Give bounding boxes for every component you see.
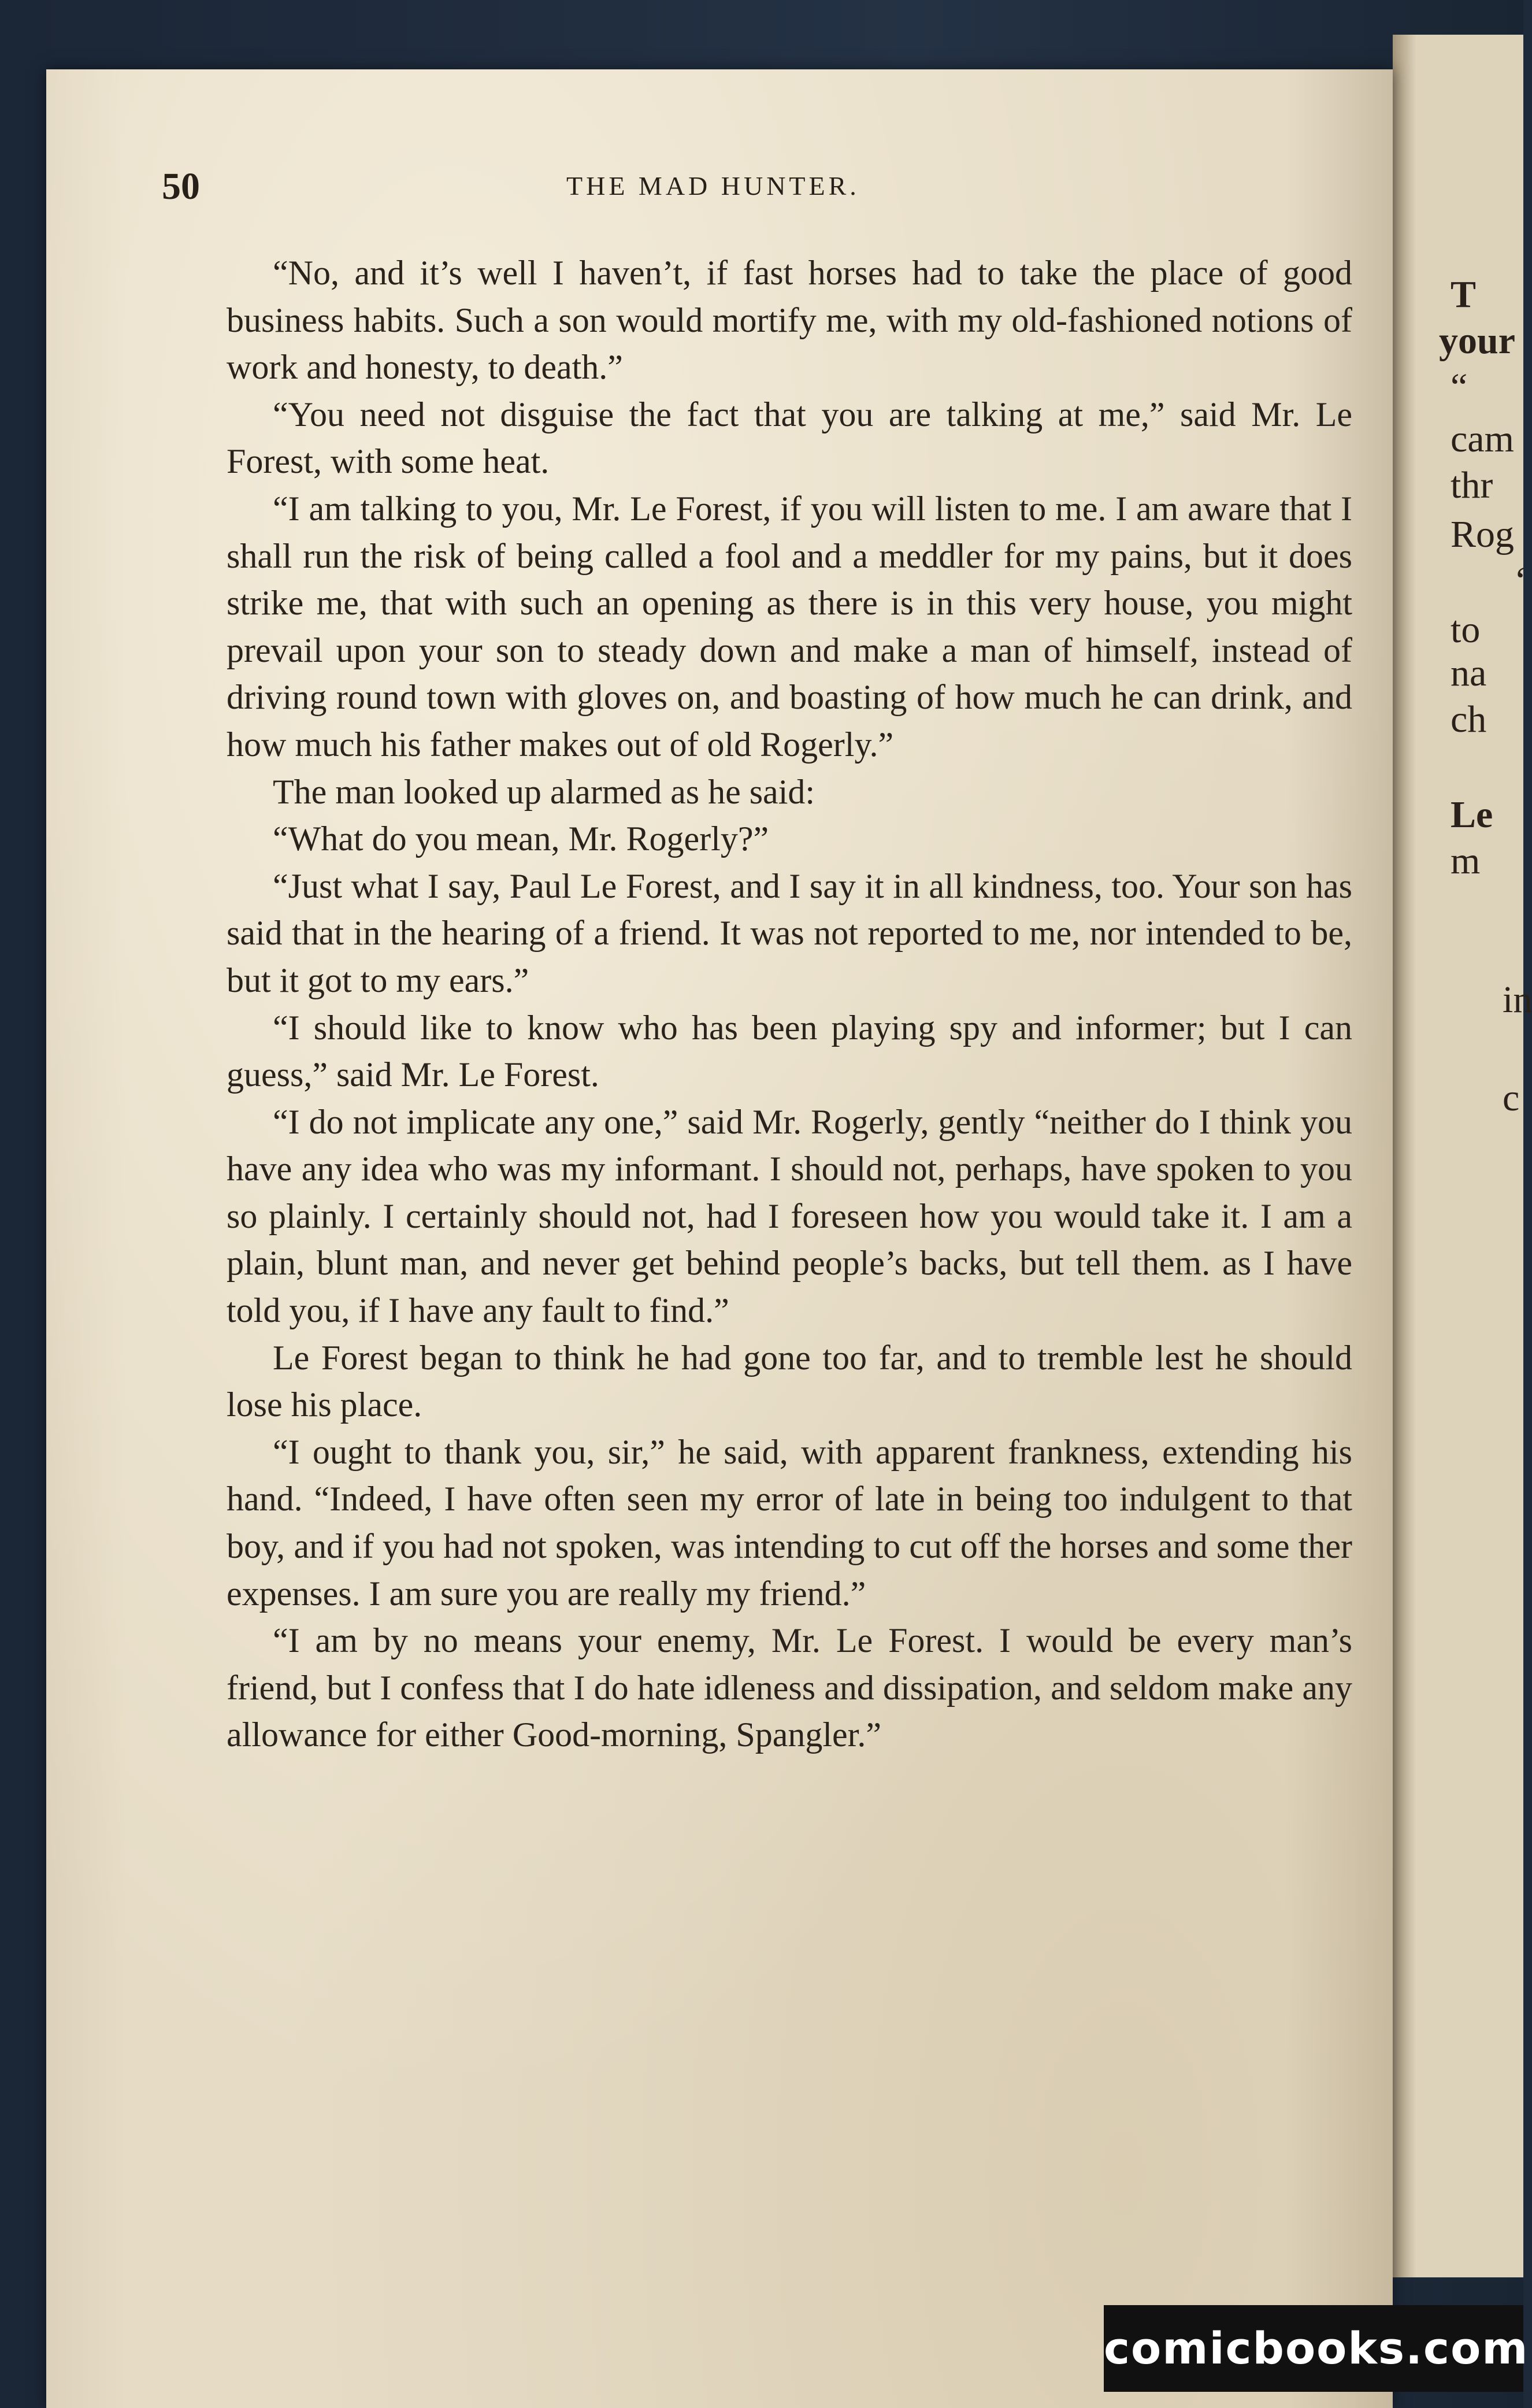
- facing-page-fragment: c: [1503, 1077, 1520, 1119]
- paragraph: “No, and it’s well I haven’t, if fast horses had to take the place of good business habits. Such a son would mortify me, with my old-fashioned notions of work and honesty, to death.”: [227, 254, 1352, 387]
- paragraph: “I ought to thank you, sir,” he said, with apparent frankness, extending his hand. “Indeed, I have often seen my error of late in being too indulgent to that boy, and if you had not spoken, was intending to cut off the horses and some ther expenses. I am sure you are really my friend.”: [227, 1432, 1352, 1613]
- facing-page-fragment: Rog: [1451, 513, 1515, 555]
- paragraph: “I do not implicate any one,” said Mr. Rogerly, gently “neither do I think you have any idea who was my informant. I should not, perhaps, have spoken to you so plainly. I certainly should not, had I foreseen how you would take it. I am a plain, blunt man, and never get behind people’s backs, but tell them. as I have told you, if I have any fault to find.”: [227, 1102, 1352, 1330]
- facing-page-fragment: your: [1439, 320, 1515, 362]
- facing-page-fragment: “: [1451, 366, 1468, 408]
- paragraph: “What do you mean, Mr. Rogerly?”: [273, 820, 769, 858]
- source-watermark: comicbooks.com: [1104, 2305, 1523, 2392]
- running-title: THE MAD HUNTER.: [566, 171, 860, 201]
- facing-page-fragment: m: [1451, 840, 1481, 882]
- facing-page-fragment: cam: [1451, 418, 1514, 460]
- body-text: [227, 250, 1352, 1759]
- facing-page-fragment: T: [1451, 273, 1477, 316]
- facing-page-fragment: to: [1451, 609, 1481, 651]
- paragraph: “You need not disguise the fact that you are talking at me,” said Mr. Le Forest, with some heat.: [227, 395, 1352, 481]
- facing-page-fragment: thr: [1451, 464, 1493, 506]
- facing-page-edge: [1393, 35, 1532, 2277]
- paragraph: “I am by no means your enemy, Mr. Le Forest. I would be every man’s friend, but I confess that I do hate idleness and dissipation, and seldom make any allowance for either Good-morning, Spangler.”: [227, 1621, 1352, 1754]
- paragraph: The man looked up alarmed as he said:: [273, 772, 815, 811]
- paragraph: “I am talking to you, Mr. Le Forest, if you will listen to me. I am aware that I shall run the risk of being called a fool and a meddler for my pains, but it does strike me, that with such an opening as there is in this very house, you might prevail upon your son to steady down and make a man of himself, instead of driving round town with gloves on, and boasting of how much he can drink, and how much his father makes out of old Rogerly.”: [227, 489, 1352, 764]
- facing-page-fragment: ‘: [1514, 560, 1527, 602]
- facing-page-fragment: ch: [1451, 698, 1487, 740]
- paragraph: “Just what I say, Paul Le Forest, and I say it in all kindness, too. Your son has said that in the hearing of a friend. It was not reported to me, nor intended to be, but it got to my ears.”: [227, 866, 1352, 999]
- facing-page-fragment: na: [1451, 652, 1487, 694]
- page-number: 50: [162, 165, 200, 208]
- facing-page-fragment: Le: [1451, 794, 1493, 836]
- running-head: [162, 165, 1346, 211]
- paragraph: “I should like to know who has been playing spy and informer; but I can guess,” said Mr. Le Forest.: [227, 1008, 1352, 1094]
- facing-page-fragment: in: [1503, 979, 1532, 1021]
- paragraph: Le Forest began to think he had gone too far, and to tremble lest he should lose his place.: [227, 1338, 1352, 1424]
